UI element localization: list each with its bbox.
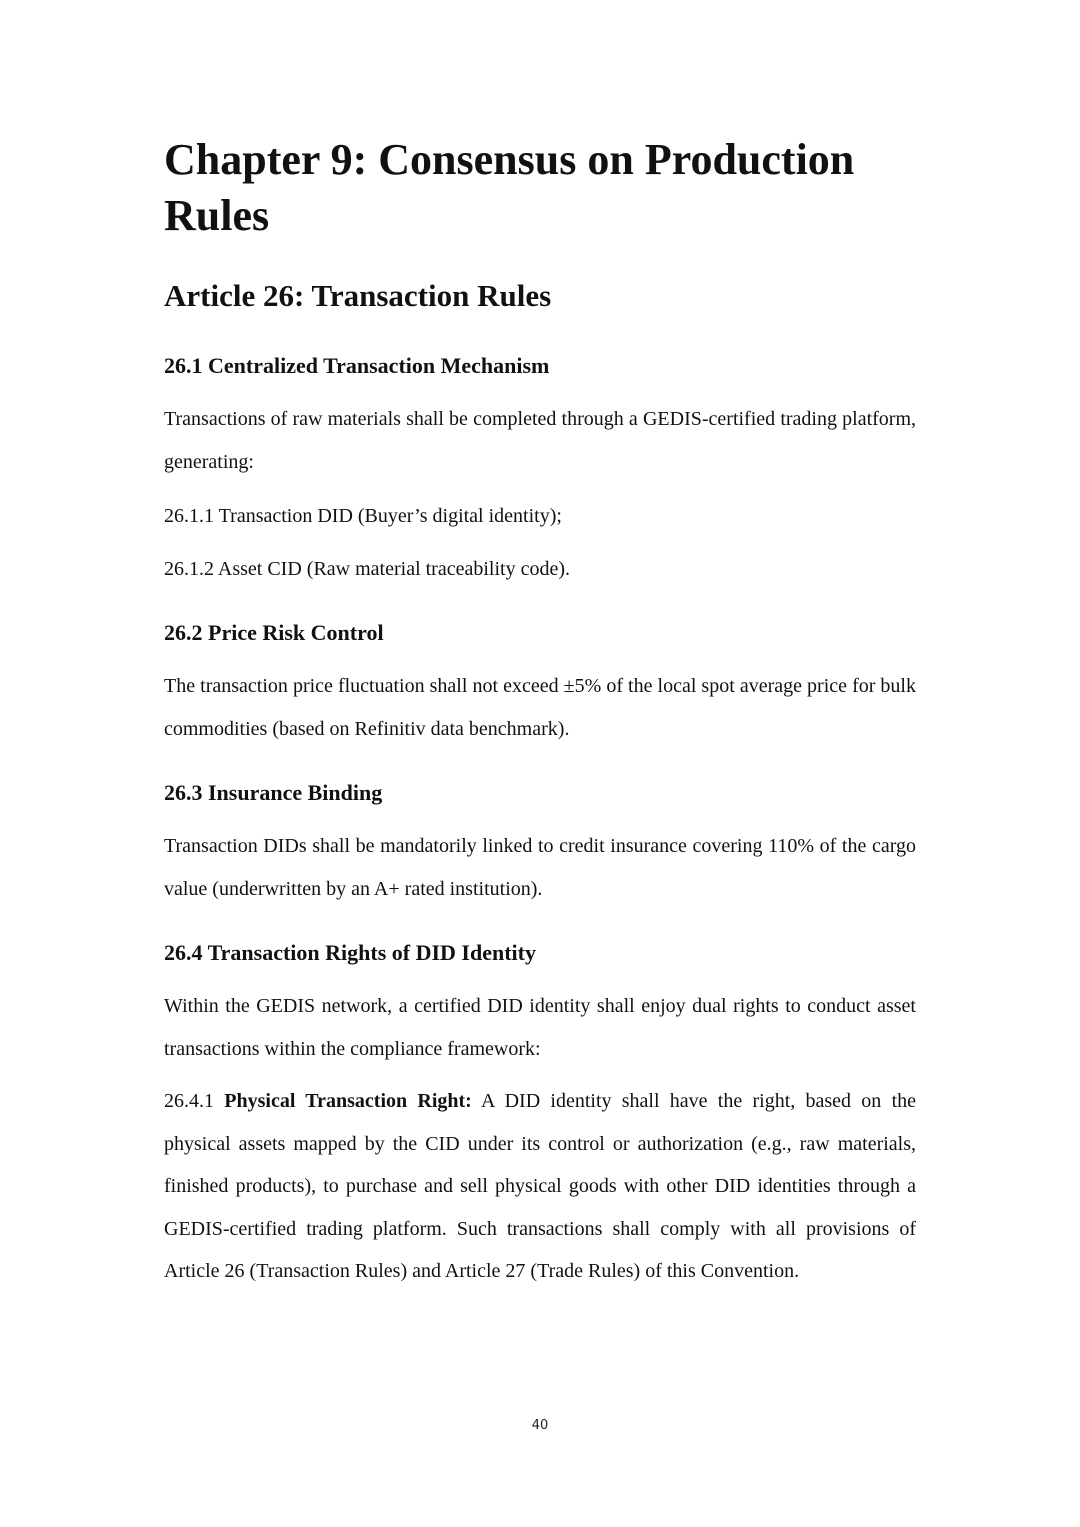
item-number: 26.4.1 — [164, 1090, 214, 1112]
section-26-1-item-2: 26.1.2 Asset CID (Raw material traceability code). — [164, 558, 570, 580]
section-heading-26-1: 26.1 Centralized Transaction Mechanism — [164, 353, 550, 378]
section-26-4-intro: Within the GEDIS network, a certified DID identity shall enjoy dual rights to conduct asset transactions within the compliance framework: — [164, 995, 916, 1060]
section-heading-26-2: 26.2 Price Risk Control — [164, 620, 384, 645]
item-text: A DID identity shall have the right, based on the physical assets mapped by the CID under its control or authorization (e.g., raw materials, finished products), to purchase and sell physical goods with other DID identities through a GEDIS-certified trading platform. Such transactions shall comply with all provisions of Article 26 (Transaction Rules) and Article 27 (Trade Rules) of this Convention. — [164, 1090, 916, 1282]
section-26-1-item-1: 26.1.1 Transaction DID (Buyer’s digital identity); — [164, 505, 562, 527]
section-heading-26-4: 26.4 Transaction Rights of DID Identity — [164, 940, 536, 965]
section-26-3-body: Transaction DIDs shall be mandatorily linked to credit insurance covering 110% of the cargo value (underwritten by an A+ rated institution). — [164, 835, 916, 900]
section-26-1-intro: Transactions of raw materials shall be completed through a GEDIS-certified trading platform, generating: — [164, 408, 916, 473]
article-title: Article 26: Transaction Rules — [164, 278, 552, 313]
chapter-title: Chapter 9: Consensus on Production Rules — [164, 135, 855, 240]
item-label: Physical Transaction Right: — [224, 1090, 472, 1112]
section-26-4-item-1 — [164, 1080, 916, 1293]
page-number: 40 — [531, 1418, 549, 1433]
section-heading-26-3: 26.3 Insurance Binding — [164, 780, 383, 805]
section-26-2-body: The transaction price fluctuation shall not exceed ±5% of the local spot average price for bulk commodities (based on Refinitiv data benchmark). — [164, 675, 916, 740]
